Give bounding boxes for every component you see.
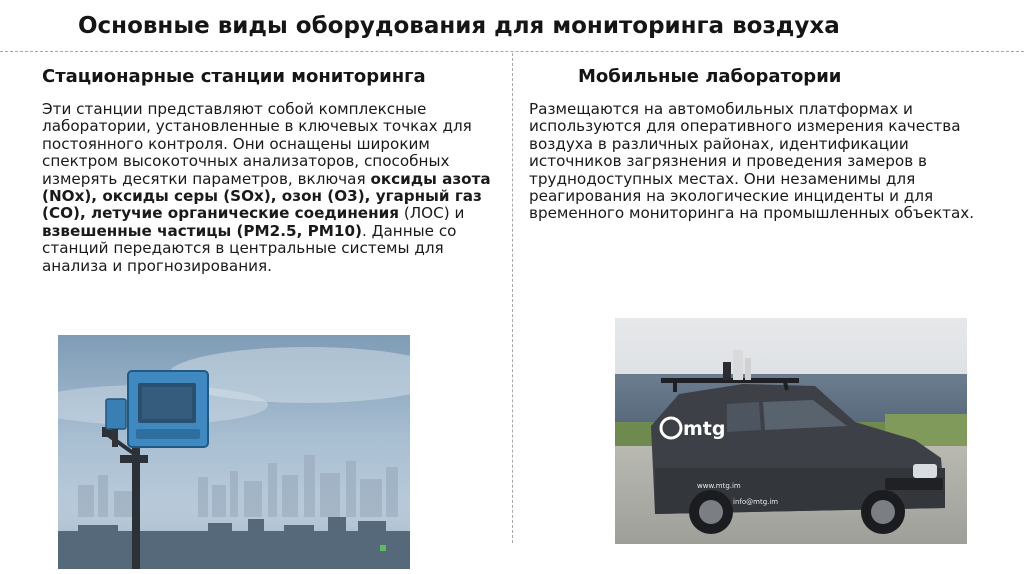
- stationary-particles-bold: взвешенные частицы (PM2.5, PM10): [42, 221, 362, 240]
- van-email-text: info@mtg.im: [733, 498, 779, 506]
- van-logo-text: mtg: [683, 418, 726, 440]
- stationary-text-part1: Эти станции представляют собой комплексные лаборатории, установленные в ключевых точках для постоянного контроля. Они оснащены широким спектром высокоточных анализаторов, способных измерять десятки параметров, включая: [42, 100, 472, 188]
- mobile-description: Размещаются на автомобильных платформах и используются для оперативного измерения качества воздуха в различных районах, идентификации источников загрязнения и проведения замеров в труднодоступных местах. Они незаменимы для реагирования на экологические инциденты и для временного мониторинга на промышленных объектах.: [529, 100, 975, 223]
- stationary-text-part2: (ЛОС) и: [399, 204, 465, 223]
- mobile-lab-photo: [615, 318, 967, 544]
- stationary-heading: Стационарные станции мониторинга: [42, 66, 426, 87]
- van-website-text: www.mtg.im: [697, 482, 741, 490]
- slide-title: Основные виды оборудования для мониторинга воздуха: [78, 13, 840, 39]
- stationary-description: [42, 101, 510, 275]
- stationary-pollutants-bold: оксиды азота (NOx), оксиды серы (SOx), озон (O3), угарный газ (CO), летучие органические соединения: [42, 169, 491, 223]
- mobile-heading: Мобильные лаборатории: [578, 66, 842, 87]
- stationary-text-part3: . Данные со станций передаются в центральные системы для анализа и прогнозирования.: [42, 221, 457, 275]
- title-divider: [0, 51, 1024, 52]
- station-photo: [58, 335, 410, 569]
- column-divider: [512, 53, 513, 543]
